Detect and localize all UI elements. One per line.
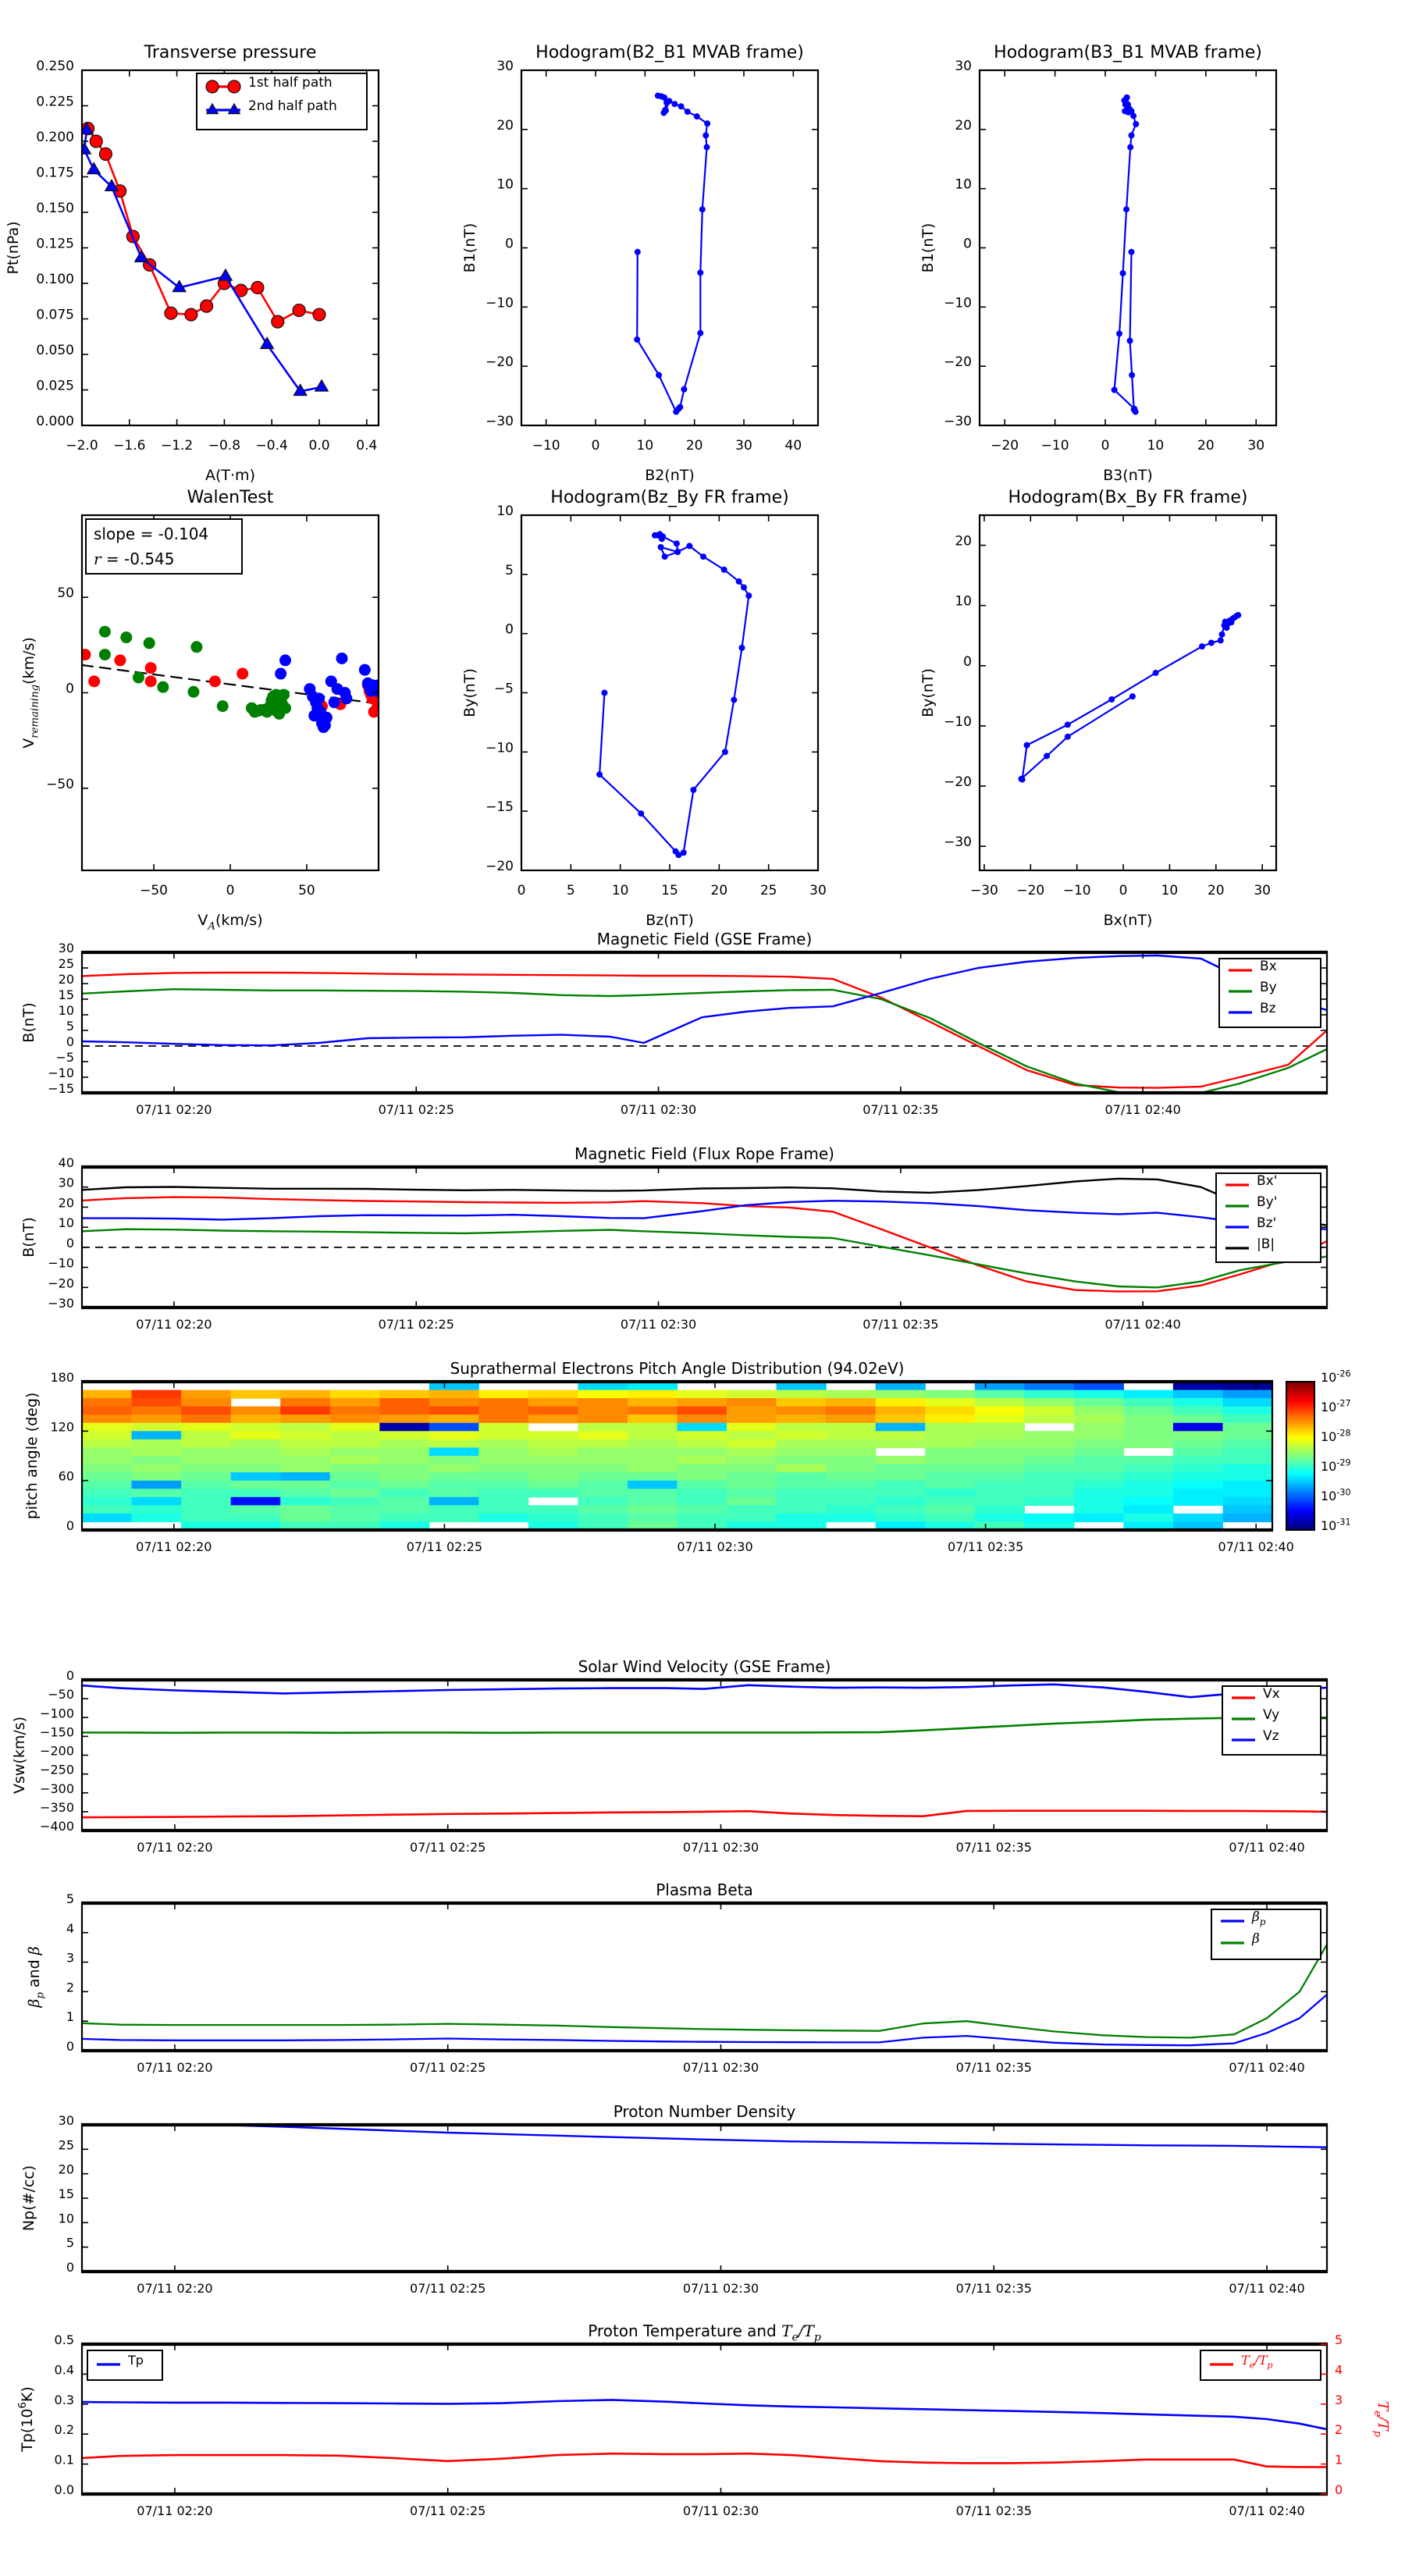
x-tick-label: 07/11 02:20: [137, 2503, 213, 2518]
x-tick-label: 07/11 02:20: [136, 1102, 212, 1117]
y-tick-label: 25: [58, 2137, 74, 2153]
y-axis-label: pitch angle (deg): [23, 1392, 41, 1520]
bzby-title: Hodogram(Bz_By FR frame): [550, 488, 789, 507]
x-tick-label: 10: [636, 438, 654, 454]
b3b1-series-hodogram: [1112, 94, 1140, 415]
y-tick-label: 0.2: [54, 2422, 74, 2438]
y-tick-label: 0.3: [54, 2392, 74, 2407]
y-axis-label: B(nT): [20, 1217, 37, 1258]
x-tick-label: −20: [991, 438, 1019, 454]
y-tick-label: −30: [486, 414, 514, 429]
b2b1-title: Hodogram(B2_B1 MVAB frame): [535, 43, 804, 62]
annotation-line: slope = -0.104: [94, 525, 209, 543]
x-tick-label: 07/11 02:25: [410, 2503, 486, 2518]
annotation-box: [86, 519, 242, 574]
y-axis-label: $Tp(10^6K)$: [17, 2386, 36, 2452]
walen-plot-area: [79, 626, 384, 733]
y-tick-label: 0.200: [36, 130, 74, 145]
x-tick-label: −10: [1040, 438, 1069, 454]
y-tick-label: 30: [496, 59, 514, 74]
y-tick-label: 30: [58, 2113, 74, 2128]
b3b1-axes: [919, 43, 1276, 484]
np-title: Proton Number Density: [613, 2102, 796, 2121]
chart-walen-test: [0, 464, 468, 933]
y2-tick-label: 4: [1335, 2362, 1343, 2378]
x-tick-label: 07/11 02:30: [682, 1840, 759, 1855]
x-tick-label: 10: [1161, 883, 1179, 898]
x-tick-label: 07/11 02:35: [955, 2060, 1032, 2075]
y-tick-label: 0.075: [36, 307, 74, 323]
x-axis-label: B3(nT): [1103, 467, 1153, 484]
colorbar-label: $10^{-26}$: [1321, 1368, 1351, 1385]
x-tick-label: 20: [1207, 883, 1225, 898]
y-tick-label: 10: [496, 503, 514, 519]
legend-label: Vx: [1263, 1686, 1280, 1702]
y-axis-label: $\beta_p$ and β: [26, 1946, 47, 2008]
y2-tick-label: 0: [1335, 2482, 1343, 2497]
x-tick-label: 5: [566, 883, 575, 898]
y-tick-label: −20: [944, 774, 972, 791]
vsw-series-Vz: [82, 1685, 1327, 1697]
y-tick-label: 15: [58, 987, 74, 1002]
y-tick-label: 0.025: [36, 378, 74, 394]
x-tick-label: 10: [611, 883, 629, 898]
y-tick-label: 60: [58, 1468, 74, 1484]
y-tick-label: 30: [58, 941, 74, 955]
chart-transverse-pressure: [0, 0, 468, 484]
x-tick-label: 0: [226, 883, 235, 898]
y-tick-label: 4: [66, 1920, 74, 1936]
legend-label: Bx': [1257, 1173, 1278, 1189]
y-tick-label: 0: [66, 1235, 74, 1251]
y-tick-label: −10: [48, 1066, 74, 1080]
y-tick-label: 0: [66, 1668, 74, 1683]
x-tick-label: 07/11 02:25: [378, 1102, 454, 1117]
colorbar-label: $10^{-28}$: [1321, 1428, 1351, 1444]
legend: [197, 73, 367, 130]
legend-label: By': [1257, 1194, 1278, 1210]
colorbar: [1286, 1368, 1351, 1533]
legend: [1219, 959, 1321, 1027]
y-tick-label: 25: [58, 956, 74, 971]
beta-plot-area: [82, 1944, 1327, 2045]
y-tick-label: 0.5: [54, 2332, 74, 2347]
y2-tick-label: 1: [1335, 2452, 1343, 2467]
magfr-series-By': [82, 1229, 1327, 1288]
x-tick-label: 30: [735, 438, 752, 454]
x-tick-label: 15: [661, 883, 678, 898]
y-tick-label: 5: [66, 1891, 74, 1906]
y-tick-label: 0: [66, 1518, 74, 1533]
x-tick-label: −30: [969, 883, 998, 898]
x-tick-label: −10: [1062, 883, 1091, 898]
y-tick-label: 0.150: [36, 201, 74, 216]
y-tick-label: 0.050: [36, 343, 74, 358]
y-tick-label: −10: [944, 295, 972, 311]
y-tick-label: −350: [40, 1799, 74, 1815]
x-axis-label: A(T·m): [205, 467, 255, 484]
y-tick-label: 10: [58, 1003, 74, 1018]
chart-proton-temperature: [0, 2322, 1405, 2576]
y-tick-label: 10: [496, 176, 514, 193]
temp-axes: [17, 2322, 1391, 2518]
b2b1-plot-area: [634, 93, 710, 415]
vsw-series-Vy: [82, 1718, 1327, 1733]
chart-magnetic-field-gse: [0, 929, 1405, 1140]
y2-tick-label: 3: [1335, 2392, 1343, 2407]
x-tick-label: 20: [685, 438, 703, 454]
vsw-series-Vx: [82, 1811, 1327, 1817]
x-tick-label: 07/11 02:40: [1218, 1539, 1294, 1554]
b2b1-series-hodogram: [634, 93, 710, 415]
y-tick-label: 0.175: [36, 165, 74, 181]
x-axis-label: B2(nT): [645, 467, 695, 484]
bxby-axes: [919, 488, 1276, 929]
legend-label: Bz': [1257, 1215, 1277, 1231]
legend: [1200, 2350, 1321, 2380]
x-tick-label: 07/11 02:40: [1229, 1840, 1305, 1855]
x-tick-label: 07/11 02:30: [682, 2060, 759, 2075]
chart-plasma-beta: [0, 1873, 1405, 2104]
y-tick-label: 0: [963, 653, 972, 670]
y-tick-label: 20: [955, 117, 972, 133]
y-tick-label: −200: [40, 1743, 74, 1759]
y-tick-label: 50: [57, 585, 74, 602]
x-tick-label: 07/11 02:40: [1104, 1102, 1181, 1117]
y-tick-label: 0.225: [36, 94, 74, 110]
y-tick-label: 0.000: [36, 414, 74, 429]
x-tick-label: 07/11 02:35: [863, 1102, 939, 1117]
y-tick-label: 2: [66, 1980, 74, 1995]
transverse-title: Transverse pressure: [144, 43, 317, 62]
y-tick-label: 0: [66, 1034, 74, 1049]
y-tick-label: 30: [955, 59, 972, 74]
y-tick-label: 5: [66, 2235, 74, 2250]
x-tick-label: 07/11 02:25: [410, 1840, 486, 1855]
x-tick-label: 20: [1197, 438, 1215, 454]
walen-series-scatter-blue: [275, 653, 384, 733]
x-tick-label: 07/11 02:25: [378, 1317, 454, 1332]
y-tick-label: 5: [505, 562, 514, 578]
x-tick-label: −10: [532, 438, 560, 454]
x-tick-label: −20: [1016, 883, 1045, 898]
y-tick-label: −15: [48, 1081, 74, 1096]
vsw-axes: [11, 1657, 1328, 1855]
y-axis-label: $V_{remaining}(km/s)$: [20, 637, 41, 749]
y-tick-label: −30: [944, 414, 972, 429]
np-axes: [20, 2102, 1328, 2296]
b3b1-title: Hodogram(B3_B1 MVAB frame): [994, 43, 1262, 62]
maggse-series-Bz: [82, 955, 1327, 1045]
x-tick-label: 0: [517, 883, 526, 898]
x-tick-label: 07/11 02:35: [863, 1317, 939, 1332]
b2b1-axes: [461, 43, 818, 484]
legend: [1216, 1173, 1321, 1262]
y-tick-label: 0: [505, 621, 514, 638]
annotation-line: r = -0.545: [94, 550, 175, 568]
y-tick-label: 0.0: [54, 2482, 74, 2497]
x-tick-label: 0: [591, 438, 600, 454]
y-tick-label: −20: [486, 859, 514, 874]
maggse-axes: [20, 930, 1328, 1117]
y2-tick-label: 5: [1335, 2332, 1343, 2347]
bxby-title: Hodogram(Bx_By FR frame): [1008, 488, 1248, 507]
x-tick-label: 07/11 02:30: [682, 2503, 759, 2518]
y-tick-label: −10: [486, 740, 514, 756]
x-tick-label: 07/11 02:35: [955, 2281, 1032, 2296]
beta-series-beta: [82, 1944, 1327, 2038]
y-tick-label: −100: [40, 1706, 74, 1721]
y-tick-label: −10: [48, 1255, 74, 1271]
y-axis-label: By(nT): [461, 668, 478, 717]
colorbar-label: $10^{-30}$: [1321, 1487, 1351, 1503]
x-tick-label: 30: [1254, 883, 1272, 898]
x-tick-label: 30: [1247, 438, 1265, 454]
x-tick-label: 30: [809, 883, 827, 898]
magfr-title: Magnetic Field (Flux Rope Frame): [574, 1144, 834, 1163]
walen-series-scatter-green: [99, 626, 291, 720]
y-tick-label: −30: [48, 1296, 74, 1311]
legend: [1211, 1909, 1321, 1959]
x-tick-label: 07/11 02:40: [1229, 2281, 1305, 2296]
x-tick-label: 0.0: [308, 438, 330, 454]
x-tick-label: 0: [1101, 438, 1110, 454]
bxby-plot-area: [1018, 612, 1241, 783]
y-tick-label: 180: [50, 1370, 74, 1385]
y-tick-label: 20: [496, 117, 514, 133]
x-tick-label: 07/11 02:20: [136, 1539, 212, 1554]
y-tick-label: −15: [486, 799, 514, 816]
bzby-series-hodogram: [596, 531, 752, 858]
y-tick-label: 20: [58, 972, 74, 987]
y-tick-label: −250: [40, 1762, 74, 1777]
x-tick-label: 07/11 02:40: [1229, 2503, 1305, 2518]
magfr-plot-area: [82, 1179, 1327, 1292]
y-tick-label: 20: [58, 1195, 74, 1211]
x-tick-label: −50: [140, 883, 169, 898]
x-tick-label: 07/11 02:35: [955, 1840, 1032, 1855]
bzby-plot-area: [596, 531, 752, 858]
legend-label: Vy: [1263, 1707, 1280, 1723]
legend-label: $\beta_p$: [1252, 1909, 1266, 1927]
y-axis-label: Pt(nPa): [5, 221, 22, 275]
y-tick-label: −300: [40, 1781, 74, 1796]
x-tick-label: 0.4: [356, 438, 378, 454]
y-tick-label: −50: [48, 1687, 74, 1703]
pitch-plot-area: [82, 1382, 1273, 1531]
y-tick-label: 0: [66, 681, 74, 697]
temp-plot-area: [82, 2400, 1327, 2467]
maggse-title: Magnetic Field (GSE Frame): [596, 930, 813, 948]
pitch-title: Suprathermal Electrons Pitch Angle Distribution (94.02eV): [450, 1359, 905, 1378]
y-tick-label: 120: [50, 1419, 74, 1435]
x-tick-label: 07/11 02:35: [947, 1539, 1024, 1554]
x-tick-label: 07/11 02:25: [406, 1539, 483, 1554]
temp-title: Proton Temperature and $T_e/T_p$: [588, 2322, 821, 2344]
y-tick-label: −5: [493, 681, 514, 697]
x-tick-label: −0.8: [208, 438, 241, 454]
transverse-series-1st half path: [82, 123, 325, 329]
b3b1-plot-area: [1112, 94, 1140, 415]
y-tick-label: 20: [58, 2161, 74, 2177]
x-tick-label: 07/11 02:30: [620, 1317, 697, 1332]
legend: [1222, 1686, 1321, 1755]
transverse-plot-area: [78, 123, 329, 396]
x-tick-label: 07/11 02:35: [955, 2503, 1032, 2518]
x-tick-label: 07/11 02:20: [137, 2281, 213, 2296]
y-tick-label: 0.4: [54, 2362, 74, 2378]
x-tick-label: 40: [784, 438, 802, 454]
vsw-plot-area: [82, 1685, 1327, 1817]
x-tick-label: 07/11 02:40: [1229, 2060, 1305, 2075]
x-tick-label: 0: [1119, 883, 1128, 898]
legend-label: Bx: [1260, 959, 1277, 974]
y-tick-label: 0: [505, 236, 514, 252]
x-tick-label: 07/11 02:30: [682, 2281, 759, 2296]
y-tick-label: −20: [486, 354, 514, 371]
temp-series-Te/Tp: [82, 2453, 1327, 2467]
vsw-title: Solar Wind Velocity (GSE Frame): [578, 1657, 831, 1676]
legend-label: 1st half path: [248, 75, 333, 91]
x-tick-label: −2.0: [66, 438, 98, 454]
x-tick-label: 07/11 02:20: [137, 1840, 213, 1855]
bxby-series-hodogram: [1018, 612, 1241, 783]
maggse-series-By: [82, 989, 1327, 1094]
y-tick-label: 0.100: [36, 272, 74, 287]
beta-series-beta_p: [82, 1994, 1327, 2045]
chart-proton-density: [0, 2100, 1405, 2326]
x-tick-label: 07/11 02:25: [410, 2060, 486, 2075]
beta-title: Plasma Beta: [656, 1880, 753, 1899]
colorbar-label: $10^{-29}$: [1321, 1457, 1351, 1474]
x-axis-label: $V_A(km/s)$: [197, 912, 263, 933]
y-tick-label: 1: [66, 2009, 74, 2025]
x-tick-label: 20: [710, 883, 728, 898]
x-tick-label: −0.4: [255, 438, 288, 454]
magfr-series-Bz': [82, 1201, 1327, 1229]
legend-label: |B|: [1257, 1236, 1275, 1252]
y-tick-label: 15: [58, 2186, 74, 2201]
y-tick-label: 0.125: [36, 236, 74, 252]
legend-label: $T_e/T_p$: [1241, 2353, 1273, 2371]
y-tick-label: 40: [58, 1155, 74, 1170]
y-axis-label: B1(nT): [919, 222, 937, 273]
y-tick-label: 0.250: [36, 59, 74, 74]
x-tick-label: 07/11 02:30: [620, 1102, 697, 1117]
y-tick-label: −20: [48, 1276, 74, 1291]
legend-label: By: [1260, 980, 1277, 995]
x-tick-label: −1.6: [113, 438, 146, 454]
chart-hodogram-b3b1: [898, 0, 1405, 484]
y-tick-label: −5: [55, 1050, 74, 1065]
bzby-axes: [461, 488, 827, 929]
magfr-axes: [20, 1144, 1328, 1332]
y-tick-label: 30: [58, 1175, 74, 1190]
y-tick-label: 0: [66, 2260, 74, 2275]
legend-label: 2nd half path: [248, 98, 337, 114]
x-tick-label: −1.2: [160, 438, 194, 454]
chart-hodogram-bzby: [449, 464, 917, 929]
x-tick-label: 07/11 02:40: [1104, 1317, 1181, 1332]
chart-pitch-angle-distribution: [0, 1354, 1405, 1573]
y-tick-label: −400: [40, 1819, 74, 1834]
legend-label: Vz: [1263, 1728, 1279, 1744]
y-tick-label: 0: [963, 236, 972, 252]
y-tick-label: −50: [46, 776, 74, 792]
chart-hodogram-bxby: [898, 464, 1405, 929]
y-tick-label: −10: [944, 713, 972, 730]
x-axis-label: Bx(nT): [1103, 912, 1153, 929]
y-tick-label: 20: [955, 533, 972, 550]
y-tick-label: 3: [66, 1950, 74, 1966]
legend: [87, 2350, 162, 2380]
x-tick-label: 50: [298, 883, 315, 898]
y-axis-label: By(nT): [919, 668, 937, 717]
y-tick-label: 10: [955, 593, 972, 610]
legend-label: β: [1252, 1931, 1260, 1947]
y-tick-label: 10: [58, 2211, 74, 2226]
y-axis-label: Vsw(km/s): [11, 1716, 28, 1795]
y-tick-label: −20: [944, 354, 972, 371]
y-tick-label: −150: [40, 1724, 74, 1740]
colorbar-label: $10^{-31}$: [1321, 1517, 1351, 1533]
y-tick-label: 5: [66, 1019, 74, 1034]
x-tick-label: 07/11 02:20: [136, 1317, 212, 1332]
y-tick-label: −10: [486, 295, 514, 311]
x-tick-label: 07/11 02:20: [137, 2060, 213, 2075]
y-axis-label: Np(#/cc): [20, 2165, 37, 2232]
x-axis-label: Bz(nT): [646, 912, 694, 929]
chart-magnetic-field-flux-rope: [0, 1140, 1405, 1354]
y-tick-label: 0.1: [54, 2452, 74, 2467]
x-tick-label: 10: [1147, 438, 1165, 454]
y-tick-label: 10: [58, 1215, 74, 1231]
colorbar-label: $10^{-27}$: [1321, 1398, 1351, 1414]
y-axis-label: B(nT): [20, 1002, 37, 1043]
x-tick-label: 07/11 02:30: [677, 1539, 753, 1554]
transverse-series-2nd half path: [78, 123, 329, 395]
x-tick-label: 07/11 02:25: [410, 2281, 486, 2296]
y-tick-label: −30: [944, 834, 972, 851]
walen-title: WalenTest: [187, 488, 274, 507]
y2-tick-label: 2: [1335, 2422, 1343, 2438]
chart-solar-wind-velocity: [0, 1647, 1405, 1877]
y-tick-label: 0: [66, 2039, 74, 2054]
y2-axis-label: $T_e/T_p$: [1372, 2401, 1391, 2437]
temp-series-Tp: [82, 2400, 1327, 2429]
y-axis-label: B1(nT): [461, 222, 478, 273]
y-tick-label: 10: [955, 176, 972, 193]
legend-label: Bz: [1260, 1001, 1276, 1016]
chart-hodogram-b2b1: [449, 0, 917, 484]
maggse-plot-area: [82, 955, 1327, 1094]
legend-label: Tp: [128, 2353, 144, 2368]
x-tick-label: 25: [759, 883, 777, 898]
